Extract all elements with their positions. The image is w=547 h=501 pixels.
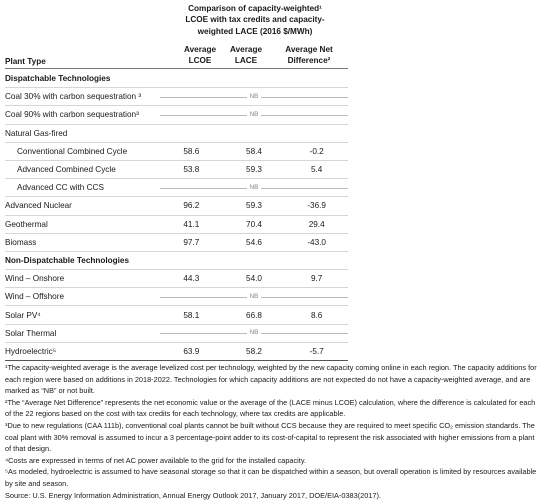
lace-cell: 54.0 [223,270,286,288]
lace-cell: 59.3 [223,197,286,215]
not-built-label: NB [249,292,259,300]
lace-cell: 70.4 [223,215,286,233]
column-header-plant-type: Plant Type [5,57,46,66]
not-built-label: NB [249,329,259,337]
not-built-rule [160,184,348,192]
lcoe-cell: 97.7 [160,233,223,251]
table-title-line: weighted LACE (2016 $/MWh) [197,26,313,36]
footnote: ⁵As modeled, hydroelectric is assumed to have seasonal storage so that it can be dispatched within a season, but overall operation is limited by resources available by site and season. [5,467,537,488]
lcoe-cell: 96.2 [160,197,223,215]
not-built-rule [160,329,348,337]
column-header-line: Average Net [285,45,333,54]
column-header-net-difference [272,44,346,67]
lcoe-cell: 41.1 [160,215,223,233]
table-row [5,233,348,251]
net-difference-cell [285,70,348,88]
plant-type-cell: Wind – Offshore [5,288,160,306]
table-title [160,3,350,37]
lcoe-cell [160,124,223,142]
lcoe-cell: 63.9 [160,342,223,360]
lcoe-cell [160,70,223,88]
lace-cell: 58.4 [223,142,286,160]
net-difference-cell: -36.9 [285,197,348,215]
table-row [5,197,348,215]
not-built-rule [160,111,348,119]
column-header-line: LCOE [188,56,212,66]
net-difference-cell: 5.4 [285,160,348,178]
lcoe-cell: 58.1 [160,306,223,324]
table-title-line: LCOE with tax credits and capacity- [185,15,325,25]
cost-comparison-table [5,70,348,361]
lace-cell: 59.3 [223,160,286,178]
net-difference-cell: -5.7 [285,342,348,360]
header-divider [5,68,348,69]
column-header-line: LACE [234,56,258,66]
plant-type-cell: Biomass [5,233,160,251]
not-built-label: NB [249,110,259,118]
table-body [5,70,348,361]
footnotes [5,362,542,501]
not-built-rule [160,93,348,101]
lace-cell: 66.8 [223,306,286,324]
lcoe-cell: 58.6 [160,142,223,160]
table-row [5,270,348,288]
lace-cell: 54.6 [223,233,286,251]
section-heading: Dispatchable Technologies [5,70,160,88]
net-difference-cell: -0.2 [285,142,348,160]
footnote: ⁴Costs are expressed in terms of net AC power available to the grid for the installed capacity. [5,455,306,465]
plant-type-cell: Hydroelectric⁵ [5,342,160,360]
footnote: ²The “Average Net Difference” represents the net economic value or the average of the (LACE minus LCOE) calculation, where the difference is calculated for each of the 22 regions based on the cost with tax credits for each technology, where tax credits are applicable. [5,397,536,419]
net-difference-cell: -43.0 [285,233,348,251]
table-row [5,88,348,106]
plant-type-cell: Wind – Onshore [5,270,160,288]
table-row [5,106,348,124]
table-title-line: Comparison of capacity-weighted¹ [188,4,322,13]
table-row [5,124,348,142]
not-built-cell [160,324,348,342]
net-difference-cell [285,124,348,142]
not-built-rule [160,293,348,301]
column-header-line: Average [183,45,216,54]
table-row [5,70,348,88]
table-row [5,251,348,269]
net-difference-cell: 8.6 [285,306,348,324]
lace-cell [223,251,286,269]
lace-cell [223,124,286,142]
net-difference-cell: 29.4 [285,215,348,233]
plant-type-cell: Advanced CC with CCS [5,179,160,197]
column-header-lace [218,44,274,67]
plant-type-cell: Advanced Combined Cycle [5,160,160,178]
not-built-cell [160,106,348,124]
column-header-line: Average [229,45,262,54]
table-row [5,288,348,306]
lcoe-cell [160,251,223,269]
plant-type-cell: Conventional Combined Cycle [5,142,160,160]
table-row [5,306,348,324]
column-header-line: Difference² [287,56,331,66]
plant-type-cell: Geothermal [5,215,160,233]
footnote: ³Due to new regulations (CAA 111b), conventional coal plants cannot be built without CCS because they are required to meet specific CO₂ emission standards. The coal plant with 30% removal is assumed to incur a 3 percentage-point adder to its cost-of-capital to represent the risk associated with higher emissions from a plant of that design. [5,420,535,454]
not-built-cell [160,288,348,306]
table-row [5,324,348,342]
net-difference-cell: 9.7 [285,270,348,288]
lcoe-cell: 53.8 [160,160,223,178]
not-built-label: NB [249,92,259,100]
lace-cell [223,70,286,88]
plant-type-cell: Coal 90% with carbon sequestration³ [5,106,160,124]
not-built-cell [160,179,348,197]
lcoe-cell: 44.3 [160,270,223,288]
table-row [5,215,348,233]
plant-type-cell: Natural Gas-fired [5,124,160,142]
net-difference-cell [285,251,348,269]
plant-type-cell: Solar PV⁴ [5,306,160,324]
plant-type-cell: Coal 30% with carbon sequestration ³ [5,88,160,106]
footnote: ¹The capacity-weighted average is the average levelized cost per technology, weighted by the new capacity coming online in each region. The capacity additions for each region were based on additions in 2018-2022. Technologies for which capacity additions are not expected do not have a capacity-weighted average, and are marked as “NB” or not built. [5,363,537,396]
table-row [5,142,348,160]
plant-type-cell: Advanced Nuclear [5,197,160,215]
source-note: Source: U.S. Energy Information Administration, Annual Energy Outlook 2017, January 2017, DOE/EIA-0383(2017). [5,490,381,500]
lace-cell: 58.2 [223,342,286,360]
not-built-label: NB [249,183,259,191]
table-row [5,179,348,197]
table-row [5,160,348,178]
table-row [5,342,348,360]
plant-type-cell: Solar Thermal [5,324,160,342]
not-built-cell [160,88,348,106]
section-heading: Non-Dispatchable Technologies [5,251,160,269]
